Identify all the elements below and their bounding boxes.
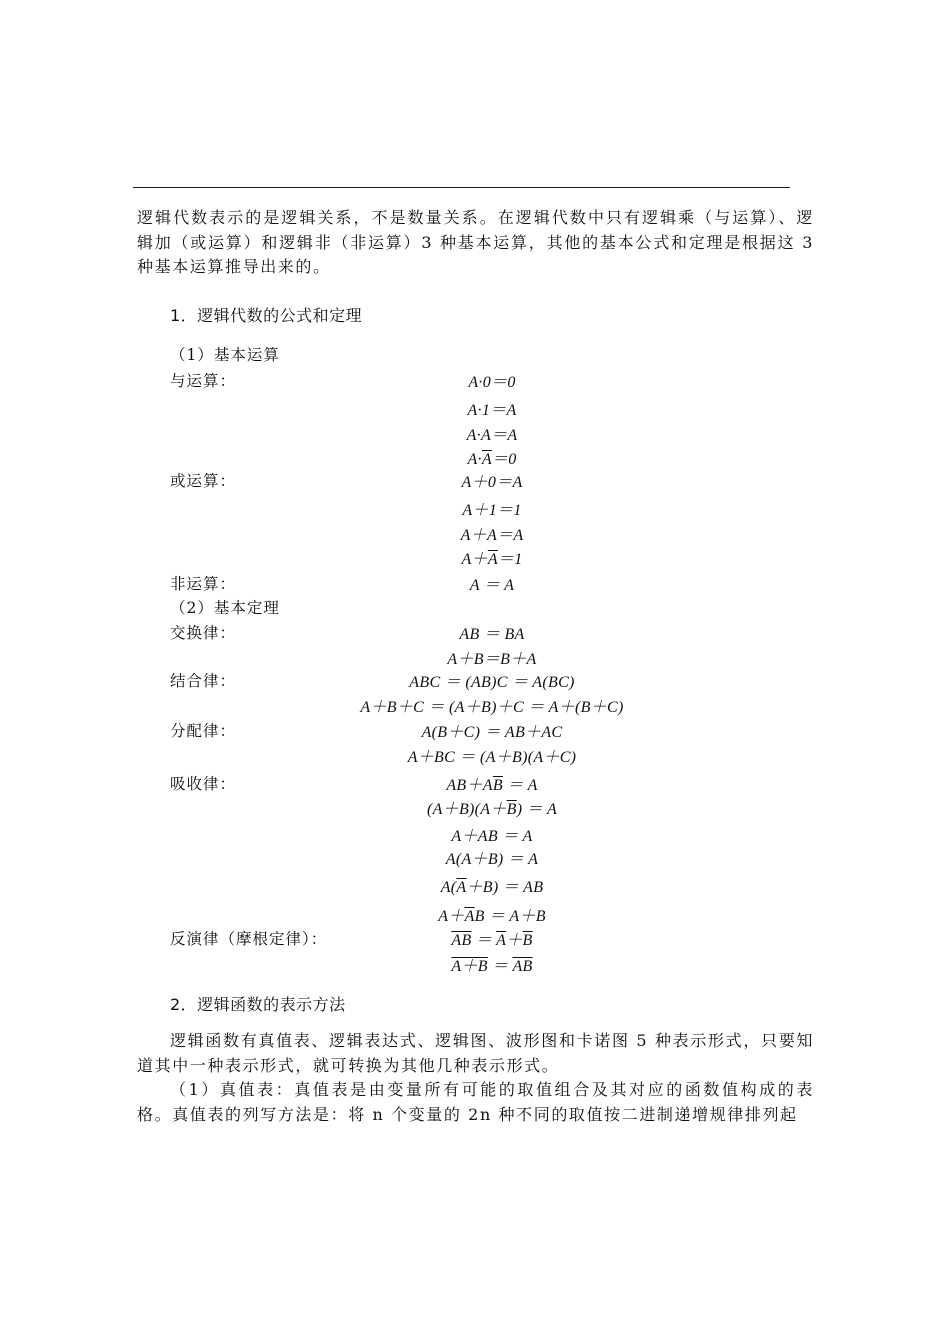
- formula-absorb-4: A(A＋B) ＝ A: [445, 851, 539, 868]
- header-rule: [133, 187, 790, 188]
- formula-comm-1: AB ＝ BA: [459, 626, 525, 643]
- label-and: 与运算：: [170, 372, 237, 390]
- label-not: 非运算：: [170, 575, 237, 593]
- subheading-theorems: （2）基本定理: [170, 599, 280, 617]
- formula-assoc-2: A＋B＋C ＝ (A＋B)＋C ＝ A＋(B＋C): [360, 699, 624, 716]
- formula-demorgan-1: $\overline{AB} = \overline{A}+\overline{B}$: [451, 932, 533, 949]
- intro-paragraph: 逻辑代数表示的是逻辑关系，不是数量关系。在逻辑代数中只有逻辑乘（与运算）、逻辑加（或运算）和逻辑非（非运算）3 种基本运算，其他的基本公式和定理是根据这 3 种基本运算推导出来的。: [137, 208, 814, 276]
- section2-heading: 2．逻辑函数的表示方法: [170, 995, 346, 1014]
- formula-not: A ＝ A: [469, 577, 515, 594]
- formula-absorb-2: $(A+B)(A+\overline{B}) = A$: [426, 801, 558, 818]
- label-demorgan: 反演律（摩根定律）：: [170, 930, 328, 948]
- formula-and-2: A·1＝A: [467, 402, 517, 419]
- formula-or-4: $A+\overline{A}=1$: [461, 551, 523, 568]
- label-commutative: 交换律：: [170, 624, 237, 642]
- section2-paragraph-2: （1）真值表：真值表是由变量所有可能的取值组合及其对应的函数值构成的表格。真值表的列写方法是：将 n 个变量的 2n 种不同的取值按二进制递增规律排列起: [137, 1080, 814, 1124]
- formula-dist-1: A(B＋C) ＝ AB＋AC: [421, 724, 563, 741]
- formula-or-1: A＋0＝A: [461, 474, 523, 491]
- formula-comm-2: A＋B＝B＋A: [447, 651, 537, 668]
- formula-and-4: $A\cdot\overline{A}=0$: [467, 451, 517, 468]
- section1-heading: 1．逻辑代数的公式和定理: [170, 306, 363, 325]
- label-distributive: 分配律：: [170, 722, 237, 740]
- formula-absorb-5: $A(\overline{A}+B)$ ＝ AB: [440, 879, 544, 896]
- formula-dist-2: A＋BC ＝ (A＋B)(A＋C): [407, 749, 577, 766]
- label-absorption: 吸收律：: [170, 775, 237, 793]
- formula-absorb-6: $A+\overline{A}B = A+B$: [438, 908, 546, 925]
- formula-and-1: A·0＝0: [468, 374, 516, 391]
- label-associative: 结合律：: [170, 672, 237, 690]
- label-or: 或运算：: [170, 472, 237, 490]
- formula-absorb-3: A＋AB ＝ A: [451, 828, 533, 845]
- formula-or-2: A＋1＝1: [462, 502, 522, 519]
- section2-paragraph-1: 逻辑函数有真值表、逻辑表达式、逻辑图、波形图和卡诺图 5 种表示形式，只要知道其中一种表示形式，就可转换为其他几种表示形式。: [137, 1031, 814, 1075]
- formula-or-3: A＋A＝A: [460, 527, 524, 544]
- formula-assoc-1: ABC ＝ (AB)C ＝ A(BC): [409, 674, 575, 691]
- formula-demorgan-2: $A+B = \overline{A}\overline{B}$: [451, 958, 533, 975]
- formula-and-3: A·A＝A: [466, 427, 518, 444]
- formula-absorb-1: $AB+A\overline{B} = A$: [446, 777, 538, 794]
- subheading-basic-ops: （1）基本运算: [170, 346, 280, 364]
